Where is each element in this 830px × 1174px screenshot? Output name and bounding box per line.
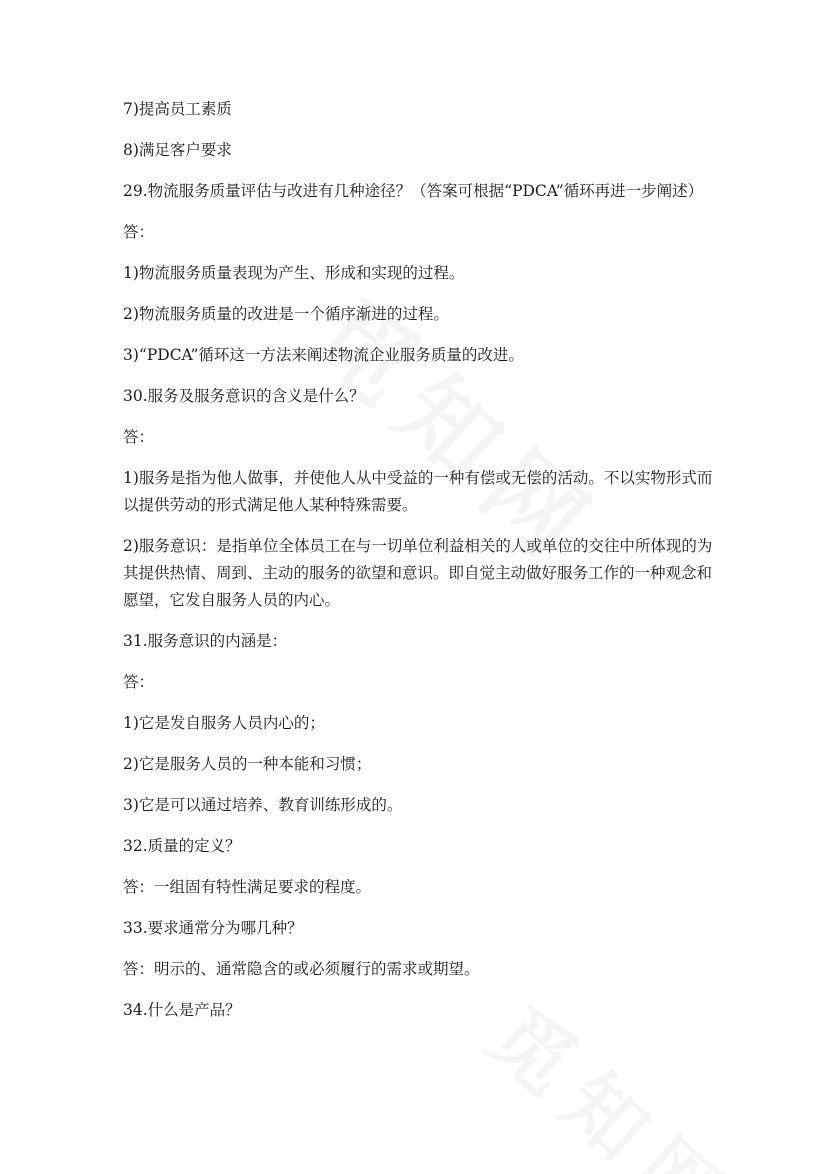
answer-label: 答：	[123, 428, 155, 446]
question-heading: 34.什么是产品？	[123, 1001, 241, 1019]
question-heading: 30.服务及服务意识的含义是什么？	[123, 387, 365, 405]
list-item: 2)它是服务人员的一种本能和习惯；	[123, 755, 372, 773]
answer-text: 答：明示的、通常隐含的或必须履行的需求或期望。	[123, 960, 480, 978]
document-body	[123, 96, 723, 1038]
question-heading: 33.要求通常分为哪几种？	[123, 919, 303, 937]
answer-label: 答：	[123, 223, 155, 241]
list-item: 2)物流服务质量的改进是一个循序渐进的过程。	[123, 305, 449, 323]
answer-text: 答：一组固有特性满足要求的程度。	[123, 878, 372, 896]
list-item: 8)满足客户要求	[123, 141, 232, 159]
question-heading: 29.物流服务质量评估与改进有几种途径？（答案可根据“PDCA”循环再进一步阐述）	[123, 182, 704, 200]
list-item: 2)服务意识：是指单位全体员工在与一切单位利益相关的人或单位的交往中所体现的为其提供热情、周到、主动的服务的欲望和意识。即自觉主动做好服务工作的一种观念和愿望，它发自服务人员的内心。	[123, 537, 713, 609]
question-heading: 32.质量的定义？	[123, 837, 241, 855]
list-item: 3)“PDCA”循环这一方法来阐述物流企业服务质量的改进。	[123, 346, 524, 364]
list-item: 1)物流服务质量表现为产生、形成和实现的过程。	[123, 264, 465, 282]
list-item: 7)提高员工素质	[123, 100, 232, 118]
list-item: 3)它是可以通过培养、教育训练形成的。	[123, 796, 403, 814]
list-item: 1)它是发自服务人员内心的；	[123, 714, 325, 732]
answer-label: 答：	[123, 673, 155, 691]
list-item: 1)服务是指为他人做事，并使他人从中受益的一种有偿或无偿的活动。不以实物形式而以提供劳动的形式满足他人某种特殊需要。	[123, 469, 713, 514]
question-heading: 31.服务意识的内涵是：	[123, 632, 288, 650]
